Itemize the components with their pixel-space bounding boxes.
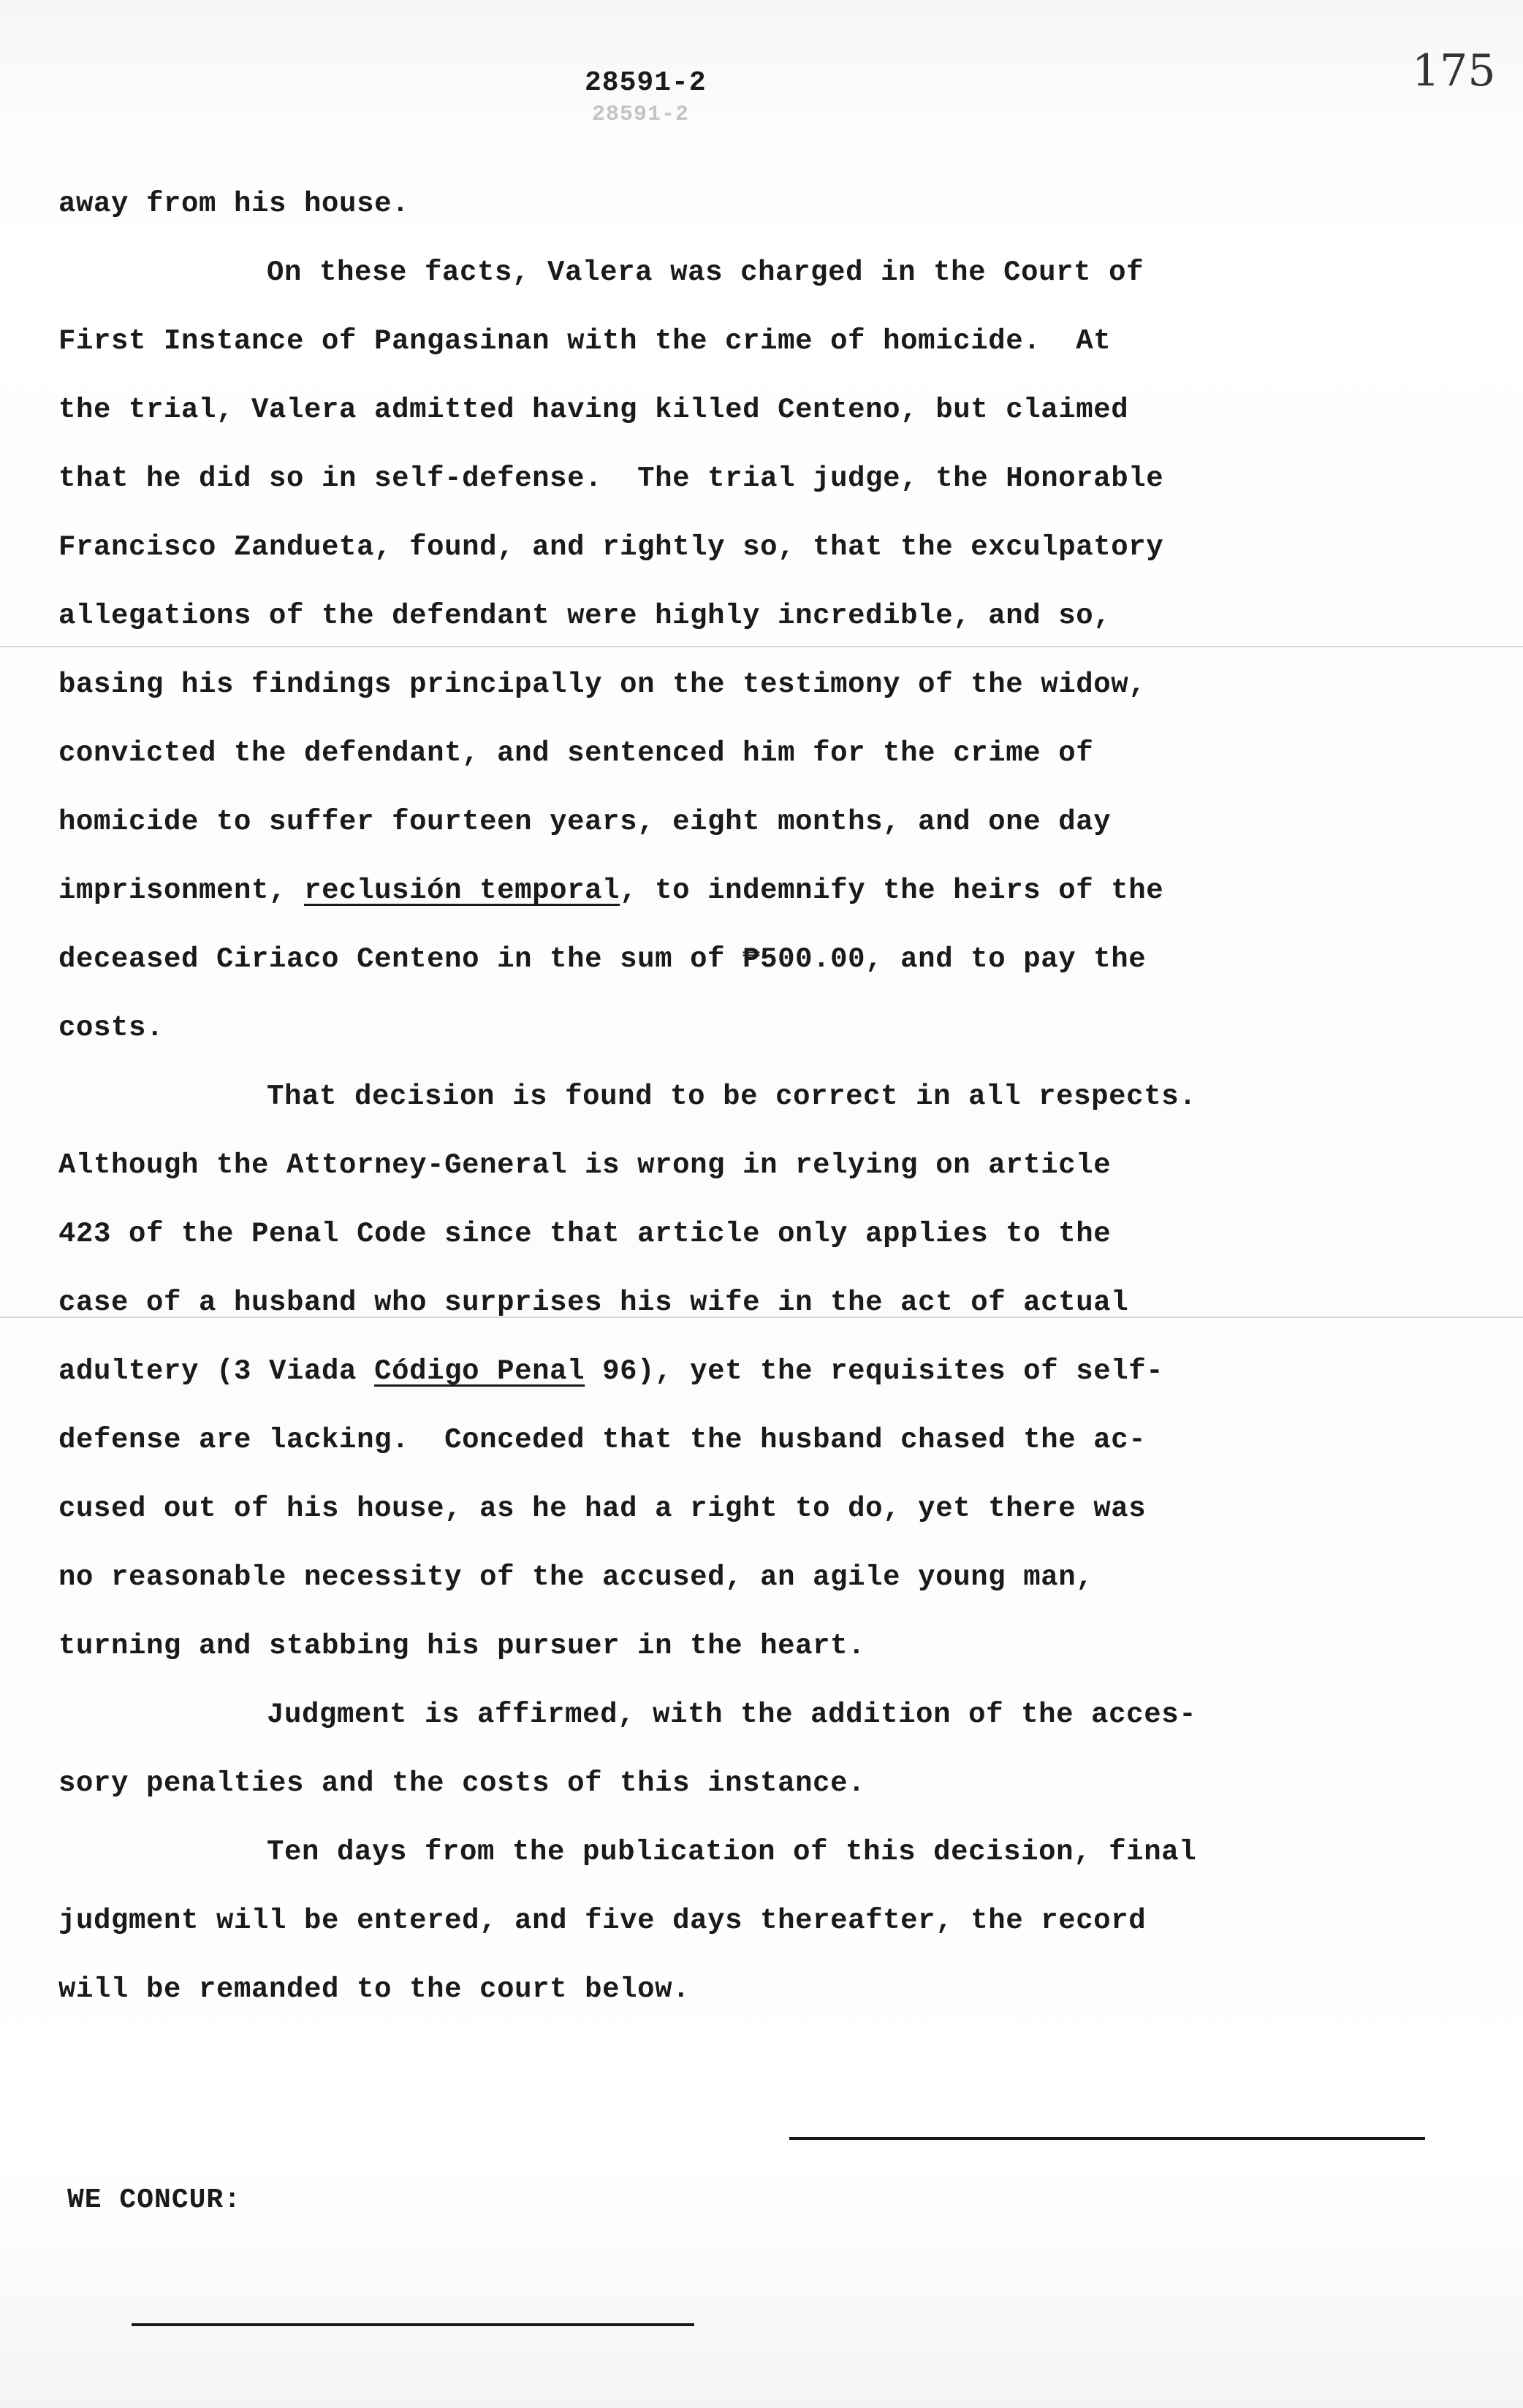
- text-line: turning and stabbing his pursuer in the heart.: [58, 1630, 866, 1662]
- we-concur-label: WE CONCUR:: [67, 2184, 242, 2216]
- text-line: 423 of the Penal Code since that article only applies to the: [58, 1218, 1112, 1250]
- text-line: First Instance of Pangasinan with the crime of homicide. At: [58, 325, 1112, 357]
- text-line: judgment will be entered, and five days thereafter, the record: [58, 1905, 1147, 1937]
- case-number: 28591-2: [585, 67, 707, 99]
- decision-body: [58, 169, 1476, 2024]
- case-number-ghost: 28591-2: [592, 102, 690, 127]
- text-line: allegations of the defendant were highly incredible, and so,: [58, 600, 1112, 632]
- text-line: sory penalties and the costs of this instance.: [58, 1767, 866, 1799]
- text-line: costs.: [58, 1012, 164, 1044]
- text-line: homicide to suffer fourteen years, eight months, and one day: [58, 806, 1112, 838]
- text-line: Francisco Zandueta, found, and rightly so, that the exculpatory: [58, 531, 1164, 563]
- text-segment: 96), yet the requisites of self-: [585, 1355, 1164, 1387]
- text-segment: adultery (3 Viada: [58, 1355, 375, 1387]
- text-line: that he did so in self-defense. The trial judge, the Honorable: [58, 462, 1164, 495]
- paragraph-start-line: Judgment is affirmed, with the addition of the acces-: [267, 1699, 1197, 1731]
- text-line: [58, 856, 1476, 925]
- text-line: away from his house.: [58, 188, 410, 220]
- paragraph-start-line: Ten days from the publication of this decision, final: [267, 1836, 1197, 1868]
- text-line: will be remanded to the court below.: [58, 1973, 691, 2005]
- text-line: Although the Attorney-General is wrong in relying on article: [58, 1149, 1112, 1181]
- signature-line-concurring: [132, 2323, 694, 2326]
- paragraph-start-line: On these facts, Valera was charged in the Court of: [267, 256, 1144, 289]
- signature-line-ponente: [789, 2137, 1425, 2140]
- text-line: deceased Ciriaco Centeno in the sum of ₱500.00, and to pay the: [58, 943, 1147, 975]
- text-segment: imprisonment,: [58, 875, 305, 907]
- text-segment: , to indemnify the heirs of the: [620, 875, 1164, 907]
- text-line: basing his findings principally on the testimony of the widow,: [58, 668, 1147, 701]
- text-line: defense are lacking. Conceded that the husband chased the ac-: [58, 1424, 1147, 1456]
- text-line: the trial, Valera admitted having killed Centeno, but claimed: [58, 394, 1129, 426]
- text-line: convicted the defendant, and sentenced him for the crime of: [58, 737, 1094, 769]
- text-line: case of a husband who surprises his wife in the act of actual: [58, 1287, 1129, 1319]
- page-number: 175: [1412, 45, 1496, 96]
- paragraph-start-line: That decision is found to be correct in all respects.: [267, 1081, 1197, 1113]
- underlined-term: Código Penal: [374, 1355, 585, 1387]
- text-line: [58, 1337, 1476, 1406]
- underlined-term: reclusión temporal: [304, 875, 620, 907]
- text-line: no reasonable necessity of the accused, an agile young man,: [58, 1561, 1094, 1593]
- text-line: cused out of his house, as he had a right to do, yet there was: [58, 1493, 1147, 1525]
